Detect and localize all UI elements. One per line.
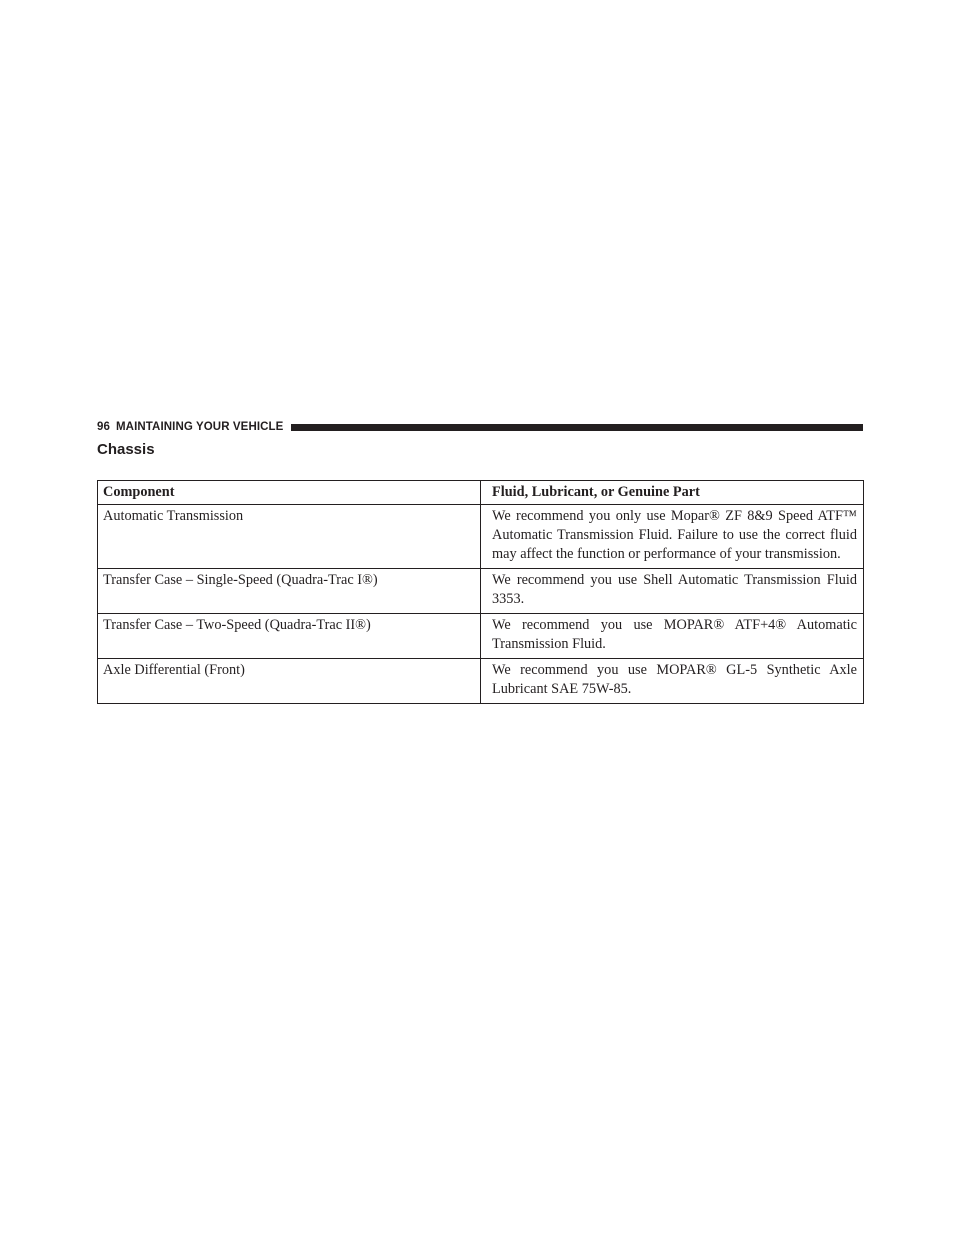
- header-rule: [291, 424, 863, 431]
- component-cell: Transfer Case – Two-Speed (Quadra-Trac II®): [98, 614, 481, 659]
- section-name: MAINTAINING YOUR VEHICLE: [116, 421, 284, 433]
- table-row: [98, 659, 864, 704]
- table-row: [98, 505, 864, 569]
- fluid-cell: We recommend you only use Mopar® ZF 8&9 Speed ATF™ Automatic Transmission Fluid. Failure to use the correct fluid may affect the function or performance of your transmission.: [481, 505, 864, 569]
- fluid-cell: We recommend you use Shell Automatic Transmission Fluid 3353.: [481, 569, 864, 614]
- fluid-cell: We recommend you use MOPAR® GL-5 Synthetic Axle Lubricant SAE 75W-85.: [481, 659, 864, 704]
- section-title: Chassis: [97, 441, 155, 458]
- table-row: [98, 569, 864, 614]
- table-row: [98, 614, 864, 659]
- component-cell: Transfer Case – Single-Speed (Quadra-Trac I®): [98, 569, 481, 614]
- fluids-table: [97, 480, 864, 704]
- table-header-row: [98, 481, 864, 505]
- column-header-component: Component: [98, 481, 481, 505]
- page-number: 96: [97, 421, 110, 433]
- header-text: [97, 421, 283, 433]
- component-cell: Axle Differential (Front): [98, 659, 481, 704]
- component-cell: Automatic Transmission: [98, 505, 481, 569]
- fluid-cell: We recommend you use MOPAR® ATF+4® Automatic Transmission Fluid.: [481, 614, 864, 659]
- page-header: [97, 419, 863, 435]
- column-header-fluid: Fluid, Lubricant, or Genuine Part: [481, 481, 864, 505]
